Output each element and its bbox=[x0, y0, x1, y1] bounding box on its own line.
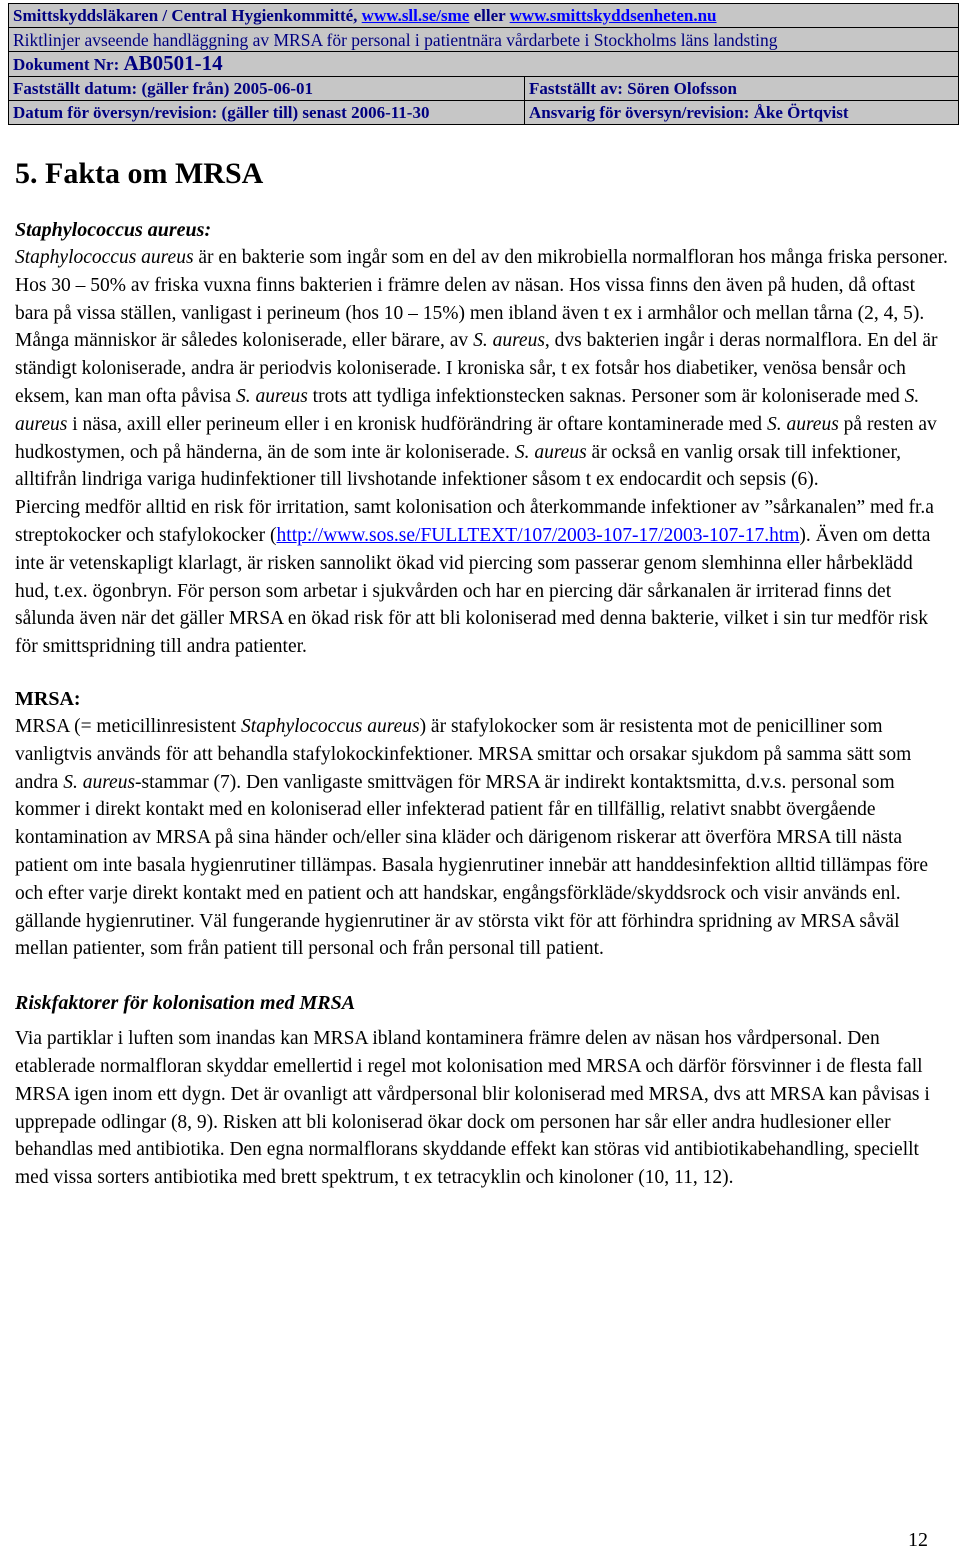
section-title: 5. Fakta om MRSA bbox=[15, 157, 264, 190]
established-by: Fastställt av: Sören Olofsson bbox=[525, 77, 959, 101]
staph-paragraph: Staphylococcus aureus är en bakterie som ingår som en del av den mikrobiella normalfloran hos många friska personer. Hos 30 – 50% av friska vuxna finns bakterien i främre delen av näsan. Hos vissa finns den även på huden, då oftast bara på vissa ställen, vanligast i perineum (hos 10 – 15%) men ibland även t ex i armhålor och mellan tårna (2, 4, 5). Många människor är således koloniserade, eller bärare, av S. aureus, dvs bakterien ingår i deras normalflora. En del är ständigt koloniserade, andra är periodvis koloniserade. I kroniska sår, t ex fotsår hos diabetiker, venösa bensår och eksem, kan man ofta påvisa S. aureus trots att tydliga infektionstecken saknas. Personer som är koloniserade med S. aureus i näsa, axill eller perineum eller i en kronisk hudförändring är oftare kontaminerade med S. aureus på resten av hudkostymen, och på händerna, än de som inte är koloniserade. S. aureus är också en vanlig orsak till infektioner, alltifrån lindriga variga hudinfektioner till livshotande infektioner såsom t ex endocardit och sepsis (6). bbox=[15, 247, 948, 491]
review-responsible: Ansvarig för översyn/revision: Åke Örtqvist bbox=[525, 101, 959, 125]
doc-label: Dokument Nr: bbox=[13, 55, 120, 74]
org-or: eller bbox=[473, 5, 506, 25]
document-body bbox=[15, 152, 950, 1192]
document-number-row bbox=[9, 52, 959, 77]
header-org-row bbox=[9, 4, 959, 28]
mrsa-heading: MRSA: bbox=[15, 687, 81, 710]
document-header bbox=[8, 3, 959, 125]
smittskydd-link[interactable]: www.smittskyddsenheten.nu bbox=[509, 5, 717, 25]
review-date: Datum för översyn/revision: (gäller till) senast 2006-11-30 bbox=[9, 101, 525, 125]
mrsa-paragraph: MRSA (= meticillinresistent Staphylococcus aureus) är stafylokocker som är resistenta mot de penicilliner som vanligtvis används för att behandla stafylokockinfektioner. MRSA smittar och orsakar sjukdom på samma sätt som andra S. aureus-stammar (7). Den vanligaste smittvägen för MRSA är indirekt kontaktsmitta, d.v.s. personal som kommer i direkt kontakt med en koloniserad eller infekterad patient får en tillfällig, relativt snabbt övergående kontamination av MRSA på sina händer och/eller sina kläder och därigenom riskerar att överföra MRSA till nästa patient om inte basala hygienrutiner tillämpas. Basala hygienrutiner innebär att handdesinfektion alltid tillämpas före och efter varje direkt kontakt med en patient och att handskar, engångsförkläde/skyddsrock och visir används enl. gällande hygienrutiner. Väl fungerande hygienrutiner är av största vikt för att förhindra spridning av MRSA såväl mellan patienter, som från patient till personal och från personal till patient. bbox=[15, 715, 928, 960]
page-number: 12 bbox=[908, 1529, 928, 1551]
staph-heading: Staphylococcus aureus: bbox=[15, 219, 212, 241]
established-date: Fastställt datum: (gäller från) 2005-06-01 bbox=[9, 77, 525, 101]
sll-link[interactable]: www.sll.se/sme bbox=[361, 5, 470, 25]
risk-paragraph: Via partiklar i luften som inandas kan MRSA ibland kontaminera främre delen av näsan hos vårdpersonal. Den etablerade normalfloran skyddar emellertid i regel mot kolonisation med MRSA och därför försvinner i de flesta fall MRSA igen inom ett dygn. Det är ovanligt att vårdpersonal blir koloniserad med MRSA, dvs att MRSA kan påvisas i upprepade odlingar (8, 9). Risken att bli koloniserad ökar dock om personen har sår eller andra hudlesioner eller behandlas med antibiotika. Den egna normalflorans skyddande effekt kan störas vid antibiotikabehandling, speciellt med vissa sorters antibiotika med brett spektrum, t ex tetracyklin och kinoloner (10, 11, 12). bbox=[15, 1028, 930, 1189]
sos-fulltext-link[interactable]: http://www.sos.se/FULLTEXT/107/2003-107-17/2003-107-17.htm bbox=[276, 524, 800, 546]
guideline-title: Riktlinjer avseende handläggning av MRSA för personal i patientnära vårdarbete i Stockholms läns landsting bbox=[9, 28, 959, 52]
piercing-paragraph: Piercing medför alltid en risk för irritation, samt kolonisation och återkommande infektioner av ”sårkanalen” med fr.a streptokocker och stafylokocker (http://www.sos.se/FULLTEXT/107/2003-107-17/2003-107-17.htm). Även om detta inte är vetenskapligt klarlagt, är risken sannolikt ökad vid piercing som passerar genom slemhinna eller hårbeklädd hud, t.ex. ögonbryn. För person som arbetar i sjukvården och har en piercing där sårkanalen är irriterad finns det sålunda även när det gäller MRSA en ökad risk för att bli koloniserad med denna bakterie, vilket i sin tur medför risk för smittspridning till andra patienter. bbox=[15, 497, 934, 658]
doc-number: AB0501-14 bbox=[123, 51, 223, 75]
risk-heading: Riskfaktorer för kolonisation med MRSA bbox=[15, 992, 356, 1015]
org-name: Smittskyddsläkaren / Central Hygienkommitté, bbox=[13, 5, 358, 25]
